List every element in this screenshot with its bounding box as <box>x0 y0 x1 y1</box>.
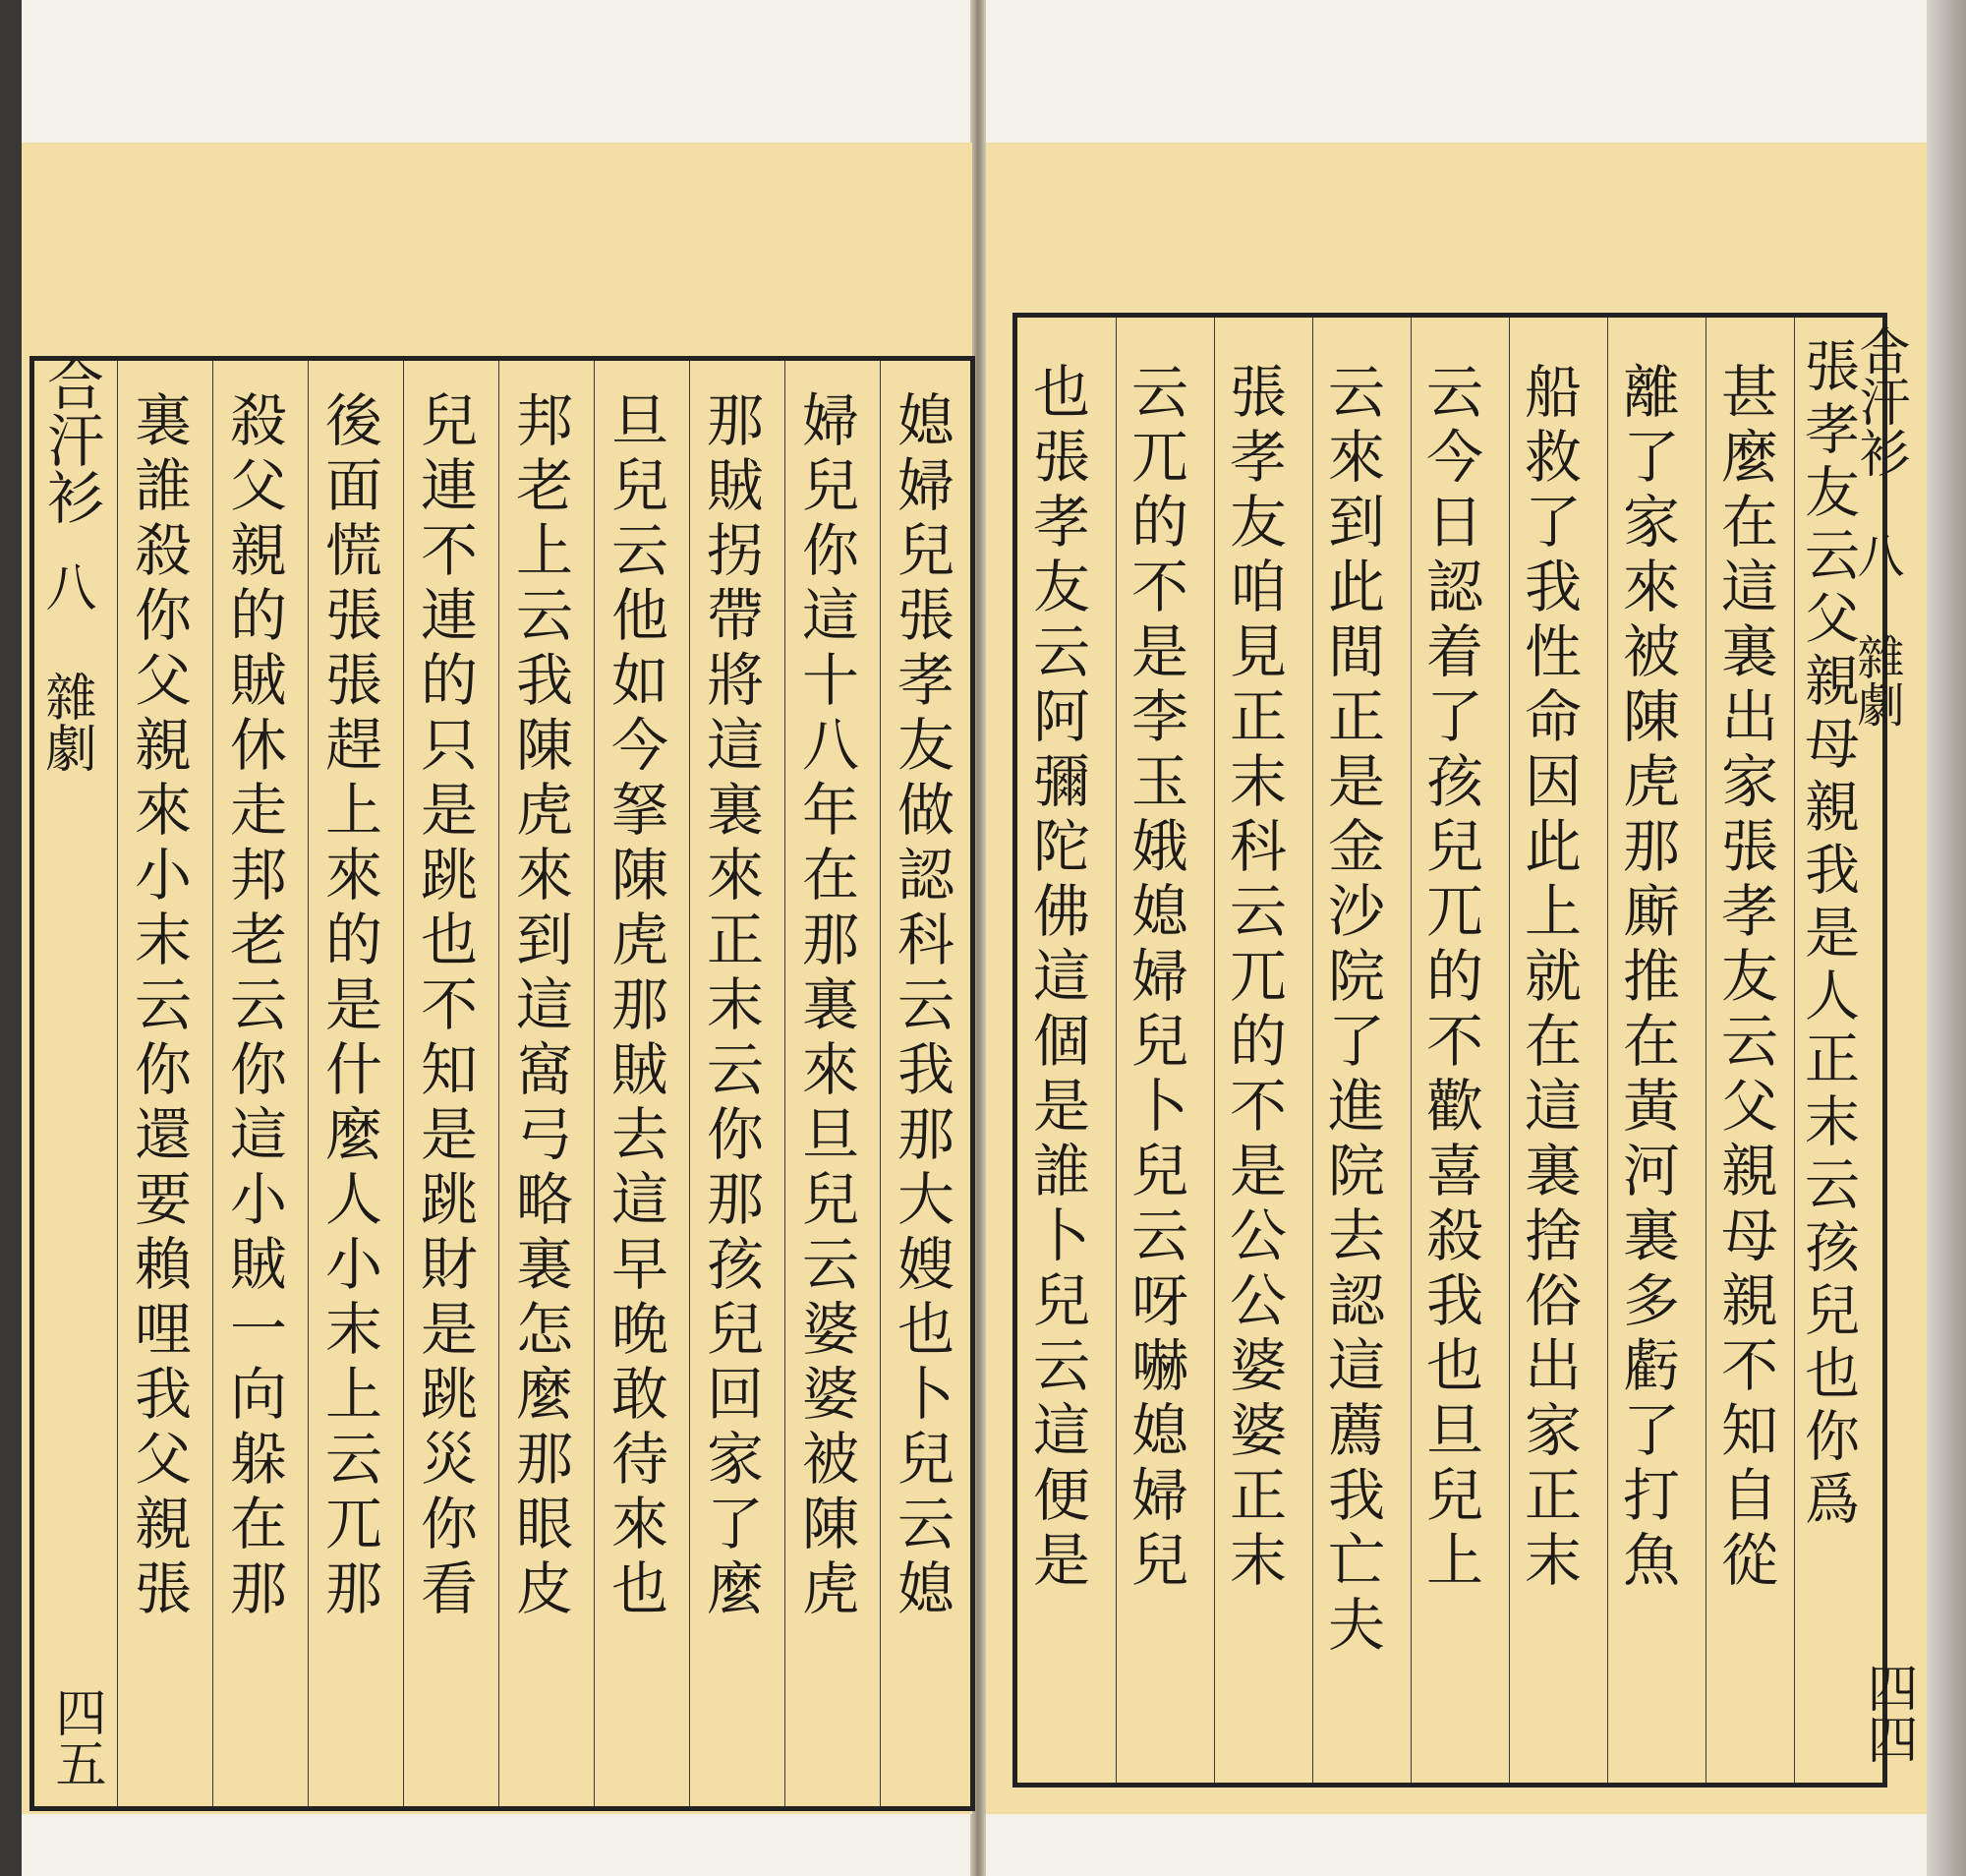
right-page-edge <box>1927 0 1966 1876</box>
right-margin-section: 八 雜劇 <box>1849 531 1904 728</box>
left-text-line-1: 媳婦兒張孝友做認科云我那大嫂也卜兒云媳 <box>888 390 954 1623</box>
left-text-line-5: 邦老上云我陳虎來到這窩弓略裏怎麼那眼皮 <box>506 390 573 1623</box>
column-rule <box>117 361 118 1806</box>
column-rule <box>1794 318 1795 1783</box>
right-text-line-3: 船救了我性命因此上就在這裏捨俗出家正末 <box>1515 362 1582 1595</box>
left-text-frame <box>29 356 975 1811</box>
right-text-line-5: 云來到此間正是金沙院了進院去認這薦我亡夫 <box>1318 362 1385 1660</box>
column-rule <box>1509 318 1510 1783</box>
column-rule <box>594 361 595 1806</box>
column-rule <box>498 361 499 1806</box>
right-header-line: 張孝友云父親母親我是人正末云孩兒也你爲 <box>1796 337 1860 1533</box>
column-rule <box>308 361 309 1806</box>
left-page-number: 四五 <box>46 1686 105 1788</box>
column-rule <box>1607 318 1608 1783</box>
column-rule <box>1214 318 1215 1783</box>
column-rule <box>880 361 881 1806</box>
right-text-line-7: 云兀的不是李玉娥媳婦兒卜兒云呀嚇媳婦兒 <box>1122 362 1188 1595</box>
right-margin-title: 合汗衫 <box>1850 324 1909 478</box>
column-rule <box>1116 318 1117 1783</box>
column-rule <box>689 361 690 1806</box>
right-text-line-1: 甚麼在這裏出家張孝友云父親母親不知自從 <box>1711 362 1778 1595</box>
right-text-line-4: 云今日認着了孩兒兀的不歡喜殺我也旦兒上 <box>1417 362 1483 1595</box>
right-text-line-6: 張孝友咱見正末科云兀的不是公公婆婆正末 <box>1220 362 1287 1595</box>
left-text-line-2: 婦兒你這十八年在那裏來旦兒云婆婆被陳虎 <box>792 390 859 1623</box>
column-rule <box>784 361 785 1806</box>
left-text-line-8: 殺父親的賊休走邦老云你這小賊一向躲在那 <box>220 390 287 1623</box>
right-text-line-2: 離了家來被陳虎那廝推在黃河裏多虧了打魚 <box>1613 362 1680 1595</box>
left-text-line-3: 那賊拐帶將這裏來正末云你那孩兒回家了麼 <box>697 390 764 1623</box>
column-rule <box>1411 318 1412 1783</box>
left-text-line-9: 裏誰殺你父親來小末云你還要賴哩我父親張 <box>125 390 192 1623</box>
right-page-number: 四四 <box>1858 1662 1917 1764</box>
dark-background-edge <box>0 0 22 1876</box>
left-text-line-7: 後面慌張張趕上來的是什麼人小末上云兀那 <box>316 390 382 1623</box>
right-text-frame <box>1012 313 1887 1788</box>
column-rule <box>403 361 404 1806</box>
right-text-line-8: 也張孝友云阿彌陀佛這個是誰卜兒云這便是 <box>1023 362 1090 1595</box>
left-margin-title: 合汗衫 <box>37 354 104 525</box>
left-text-line-6: 兒連不連的只是跳也不知是跳財是跳災你看 <box>411 390 478 1623</box>
column-rule <box>212 361 213 1806</box>
left-text-line-4: 旦兒云他如今拏陳虎那賊去這早晚敢待來也 <box>602 390 668 1623</box>
column-rule <box>1312 318 1313 1783</box>
left-margin-section: 八 雜劇 <box>36 560 95 773</box>
